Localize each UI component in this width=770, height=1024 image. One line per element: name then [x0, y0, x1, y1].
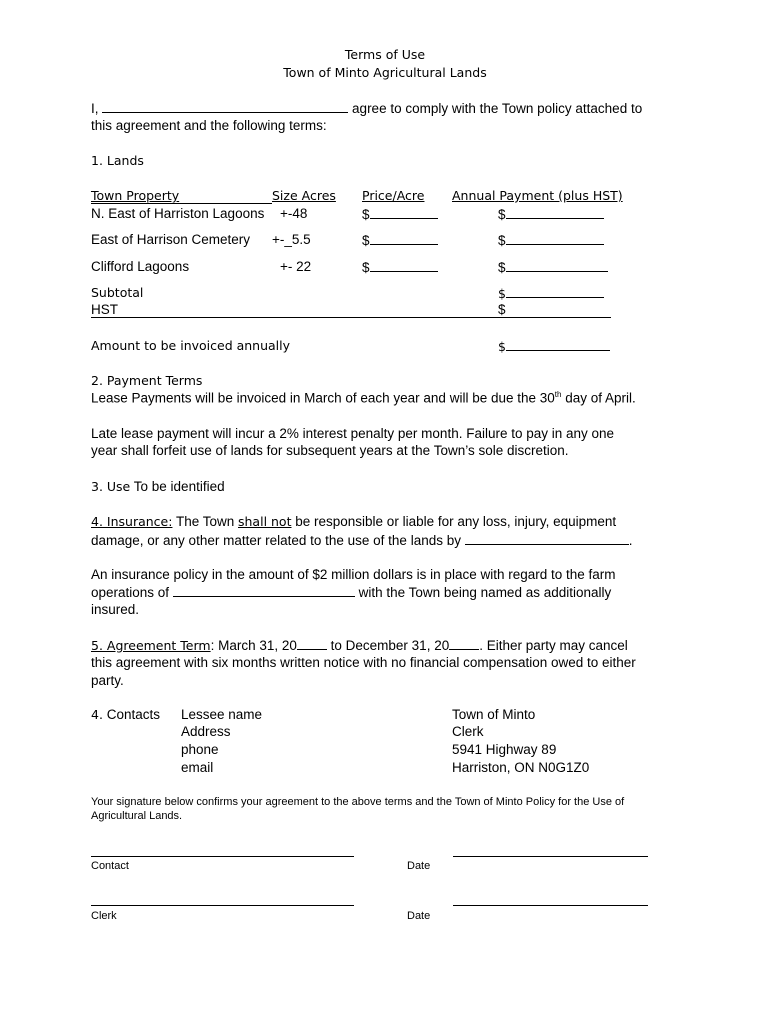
use-line: [91, 479, 225, 494]
clerk-date-line[interactable]: [453, 905, 648, 906]
clerk-label: Clerk: [91, 910, 117, 922]
subtotal-value: $: [498, 285, 604, 301]
row-3-price-blank[interactable]: [370, 259, 438, 272]
lessee-email-label: email: [181, 760, 214, 775]
amount-label: Amount to be invoiced annually: [91, 338, 291, 353]
signature-note-l2: Agricultural Lands.: [91, 810, 183, 822]
header-underline: [91, 203, 272, 204]
insurance-p2-l3: insured.: [91, 602, 140, 617]
document-title: Terms of Use: [344, 47, 426, 62]
end-year-blank[interactable]: [449, 637, 479, 650]
insurance-p2-l1: An insurance policy in the amount of $2 million dollars is in place with regard to the farm: [91, 567, 616, 582]
contact-label: Contact: [91, 860, 129, 872]
contact-signature-line[interactable]: [91, 856, 354, 857]
row-3-size: +- 22: [280, 259, 312, 274]
row-3-property: Clifford Lagoons: [91, 259, 190, 274]
lessee-address-label: Address: [181, 724, 231, 739]
amount-value: $: [498, 338, 610, 354]
row-3-payment: $: [498, 259, 608, 275]
lessee-name-label: Lessee name: [181, 707, 263, 722]
row-1-price-blank[interactable]: [370, 206, 438, 219]
town-name: Town of Minto: [452, 707, 536, 722]
row-1-price: $: [362, 206, 438, 222]
intro-prefix: I,: [91, 101, 99, 116]
insurance-p2-l2: operations of with the Town being named as additionally: [91, 585, 612, 600]
row-2-price-blank[interactable]: [370, 232, 438, 245]
insurance-line-1: 4. Insurance: The Town shall not be responsible or liable for any loss, injury, equipment: [91, 514, 617, 529]
shall-not-emphasis: shall not: [238, 514, 292, 529]
payment-terms-p2-l1: Late lease payment will incur a 2% interest penalty per month. Failure to pay in any one: [91, 426, 615, 441]
clerk-date-label: Date: [407, 910, 431, 922]
document-subtitle: Town of Minto Agricultural Lands: [283, 65, 487, 80]
insurance-heading: 4. Insurance:: [91, 514, 173, 529]
col-size-acres: Size Acres: [272, 188, 336, 203]
agreement-term-line-1: 5. Agreement Term: March 31, 20 to December 31, 20 . Either party may cancel: [91, 638, 628, 653]
lessee-phone-label: phone: [181, 742, 219, 757]
col-annual-payment: Annual Payment (plus HST): [452, 188, 623, 203]
contact-date-label: Date: [407, 860, 431, 872]
signature-note-l1: Your signature below confirms your agreement to the above terms and the Town of Minto Policy for the Use of: [91, 796, 625, 808]
row-3-payment-blank[interactable]: [506, 259, 608, 272]
row-1-payment-blank[interactable]: [506, 206, 604, 219]
amount-blank[interactable]: [506, 338, 610, 351]
row-2-payment-blank[interactable]: [506, 232, 604, 245]
row-1-size: +-48: [280, 206, 308, 221]
town-city: Harriston, ON N0G1Z0: [452, 760, 590, 775]
use-text: To be identified: [130, 479, 225, 494]
town-street: 5941 Highway 89: [452, 742, 557, 757]
row-2-price: $: [362, 232, 438, 248]
intro-line-2: this agreement and the following terms:: [91, 118, 327, 133]
subtotal-label: Subtotal: [91, 285, 144, 300]
lands-user-blank[interactable]: [465, 532, 629, 545]
payment-terms-p2-l2: year shall forfeit use of lands for subsequent years at the Town’s sole discretion.: [91, 443, 569, 458]
agreement-term-line-3: party.: [91, 673, 124, 688]
insurance-line-2: damage, or any other matter related to the use of the lands by .: [91, 533, 633, 548]
contacts-label: 4. Contacts: [91, 707, 160, 722]
intro-suffix: agree to comply with the Town policy attached to: [352, 101, 643, 116]
hst-underline: [91, 317, 611, 318]
row-3-price: $: [362, 259, 438, 275]
lands-heading: 1. Lands: [91, 153, 144, 168]
row-2-size: +-_5.5: [272, 232, 311, 247]
row-2-property: East of Harrison Cemetery: [91, 232, 251, 247]
agreement-term-heading: 5. Agreement Term: [91, 638, 211, 653]
clerk-signature-line[interactable]: [91, 905, 354, 906]
town-clerk: Clerk: [452, 724, 484, 739]
farm-operations-blank[interactable]: [173, 584, 355, 597]
hst-value: $: [498, 302, 506, 317]
row-1-payment: $: [498, 206, 604, 222]
intro-line-1: [91, 100, 642, 116]
subtotal-blank[interactable]: [506, 285, 604, 298]
contact-date-line[interactable]: [453, 856, 648, 857]
row-1-property: N. East of Harriston Lagoons: [91, 206, 265, 221]
use-heading: 3. Use: [91, 479, 131, 494]
row-2-payment: $: [498, 232, 604, 248]
col-price-acre: Price/Acre: [362, 188, 425, 203]
payment-terms-p1: Lease Payments will be invoiced in March of each year and will be due the 30th day of April.: [91, 390, 636, 406]
agreement-term-line-2: this agreement with six months written notice with no financial compensation owed to either: [91, 655, 636, 670]
start-year-blank[interactable]: [297, 637, 327, 650]
lessee-name-blank[interactable]: [102, 100, 348, 113]
col-town-property: Town Property: [91, 188, 180, 203]
payment-terms-heading: 2. Payment Terms: [91, 373, 203, 388]
hst-label: HST: [91, 302, 118, 317]
